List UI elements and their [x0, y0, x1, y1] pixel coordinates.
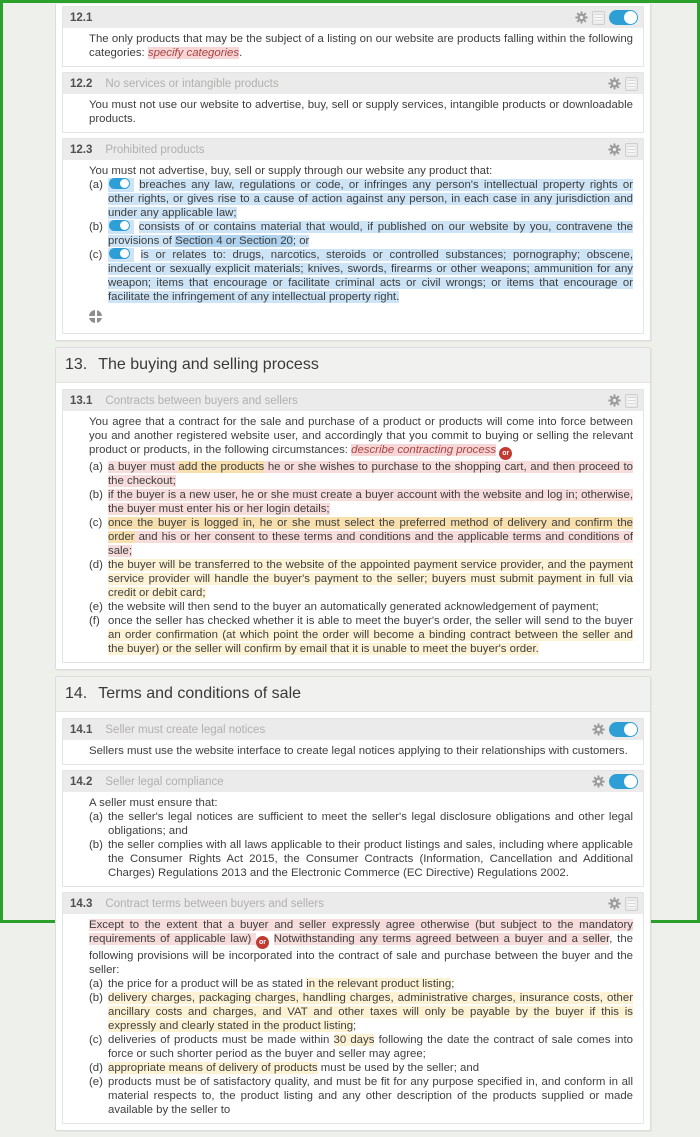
inline-toggle-on[interactable] — [109, 248, 130, 259]
move-handle-icon[interactable] — [89, 310, 102, 323]
clause-number: 12.3 — [70, 143, 93, 156]
clause-title: No services or intangible products — [105, 77, 279, 90]
editable-span[interactable]: an order confirmation (at which point the order will become a binding contract between the seller and the buyer) or the seller will confirm by email that it is unable to meet the buyer's order. — [108, 629, 633, 655]
list-item — [89, 220, 633, 248]
text-segment: deliveries of products must be made within — [108, 1034, 334, 1046]
clause-body — [63, 740, 643, 764]
clause-paragraph — [89, 796, 633, 810]
editable-span[interactable]: the buyer will be transferred to the website of the appointed payment service provider, and the payment service provider will handle the buyer's payment to the seller; buyers must submit payment in full via credit or debit card; — [108, 559, 633, 599]
clause-header[interactable] — [63, 139, 643, 160]
clause-14-1 — [62, 718, 644, 765]
list-item-marker: (f) — [89, 615, 100, 627]
text-segment: if the buyer is a new user, he or she must create a buyer account with the website and log in; otherwise, the buyer must enter his or her login details; — [108, 489, 633, 515]
editable-span[interactable]: will only be payable by the buyer if this is expressly and clearly stated — [108, 1006, 633, 1032]
clause-toggle-on[interactable] — [609, 774, 638, 789]
text-segment: ; or — [292, 235, 310, 247]
clause-header[interactable] — [63, 7, 643, 28]
editable-span[interactable]: add the products — [178, 461, 265, 473]
section-header — [56, 348, 650, 383]
list-item-marker: (a) — [89, 811, 103, 823]
editable-span[interactable]: 30 days — [333, 1034, 375, 1046]
section-header — [56, 677, 650, 712]
list-item-marker: (b) — [89, 221, 103, 233]
list-item-marker: (b) — [89, 992, 103, 1004]
gear-icon[interactable] — [608, 394, 621, 407]
text-segment: The only products that may be the subject of a listing on our website are products falling within the following categories: — [89, 33, 633, 59]
text-segment: You must not advertise, buy, sell or supply through our website any product that: — [89, 165, 493, 177]
list-item — [89, 977, 633, 991]
clause-13-1 — [62, 389, 644, 663]
clause-body — [63, 914, 643, 1123]
editable-span[interactable]: specify categories — [147, 47, 240, 59]
clause-paragraph — [89, 415, 633, 460]
text-segment: he or she wishes to purchase to the shopping cart, and then proceed to the checkout; — [108, 461, 633, 487]
inline-toggle-wrap — [108, 178, 134, 192]
notes-icon[interactable] — [592, 11, 605, 25]
text-segment: the seller complies with all laws applicable to their product listings and sales, including where applicable the Consumer Rights Act 2015, the Consumer Contracts (Information, Cancellation and Additional Charges) Regulations 2013 and the Electronic Commerce (EC Directive) Regulations 2002. — [108, 839, 633, 879]
inline-toggle-on[interactable] — [109, 178, 130, 189]
text-segment: Except to the extent that a buyer and seller expressly agree otherwise (but subject to the mandatory requirements of applicable law) — [89, 919, 633, 945]
text-segment: the website will then send to the buyer an automatically generated acknowledgement of payment; — [108, 601, 599, 613]
text-segment: must be used by the seller; and — [317, 1062, 480, 1074]
list-item — [89, 516, 633, 558]
text-segment: consists of or contains material that would, if published on our website by you, contravene the provisions of — [108, 221, 633, 247]
text-segment: A seller must ensure that: — [89, 797, 218, 809]
section-number: 14. — [65, 685, 88, 702]
list-item-marker: (a) — [89, 179, 103, 191]
clause-number: 14.2 — [70, 775, 93, 788]
clause-14-3 — [62, 892, 644, 1124]
clause-header[interactable] — [63, 73, 643, 94]
clause-title: Seller must create legal notices — [105, 723, 266, 736]
clause-title: Contracts between buyers and sellers — [105, 394, 298, 407]
clause-number: 13.1 — [70, 394, 93, 407]
clause-title: Seller legal compliance — [105, 775, 224, 788]
gear-icon[interactable] — [608, 77, 621, 90]
text-segment: and his or her consent to these terms and conditions and the applicable terms and conditions of sale; — [108, 531, 633, 557]
text-segment: products must be of satisfactory quality, and must be fit for any purpose specified in, and conform in all material respects to, the product listing and any other description of the products supplied or made available by the seller to — [108, 1076, 633, 1116]
list-item-marker: (d) — [89, 1062, 103, 1074]
clause-header[interactable] — [63, 719, 643, 740]
gear-icon[interactable] — [575, 11, 588, 24]
clause-header[interactable] — [63, 893, 643, 914]
list-item-marker: (e) — [89, 601, 103, 613]
text-segment: Notwithstanding any terms agreed between a buyer and a seller — [273, 933, 610, 945]
clause-header-icons — [608, 77, 638, 91]
clause-paragraph — [89, 164, 633, 178]
editable-span[interactable]: delivery charges, packaging charges, handling charges, administrative charges, insurance costs, other ancillary costs and charges, and VAT and other taxes — [108, 992, 633, 1018]
clause-header-icons — [608, 897, 638, 911]
text-segment: . — [239, 47, 243, 59]
editable-span[interactable]: appropriate means of delivery of products — [108, 1062, 318, 1074]
list-item — [89, 488, 633, 516]
clause-12-1 — [62, 6, 644, 67]
list-item — [89, 600, 633, 614]
clause-paragraph — [89, 98, 633, 126]
clause-paragraph — [89, 918, 633, 977]
or-alternative-badge[interactable]: or — [499, 447, 512, 460]
notes-icon[interactable] — [625, 897, 638, 911]
clause-title: Prohibited products — [105, 143, 205, 156]
list-item — [89, 1075, 633, 1117]
list-item-marker: (c) — [89, 1034, 103, 1046]
clause-header-icons — [608, 143, 638, 157]
text-segment: You must not use our website to advertise, buy, sell or supply services, intangible products or downloadable products. — [89, 99, 633, 125]
text-segment — [269, 933, 274, 945]
clause-title: Contract terms between buyers and sellers — [105, 897, 324, 910]
clause-12-3 — [62, 138, 644, 334]
section-number: 13. — [65, 356, 88, 373]
list-item — [89, 558, 633, 600]
list-item — [89, 248, 633, 304]
text-segment: the price for a product will be as stated — [108, 978, 307, 990]
clause-paragraph — [89, 32, 633, 60]
gear-icon[interactable] — [608, 143, 621, 156]
list-item — [89, 810, 633, 838]
list-item — [89, 1061, 633, 1075]
list-item — [89, 460, 633, 488]
section-title: The buying and selling process — [98, 356, 319, 373]
move-handle-row — [89, 304, 633, 327]
gear-icon[interactable] — [608, 897, 621, 910]
editable-span[interactable]: once the buyer is logged in, he or she must select the preferred method of delivery and confirm the order — [108, 517, 633, 543]
inline-toggle-wrap — [108, 220, 134, 234]
clause-toggle-on[interactable] — [609, 722, 638, 737]
clause-header[interactable] — [63, 390, 643, 411]
text-segment: Sellers must use the website interface to create legal notices applying to their relationships with customers. — [89, 745, 628, 757]
clause-header-icons — [575, 10, 638, 25]
text-segment: a buyer must — [108, 461, 179, 473]
gear-icon[interactable] — [592, 723, 605, 736]
editable-span[interactable]: in the product listing — [251, 1020, 354, 1032]
clause-12-2 — [62, 72, 644, 133]
or-alternative-badge[interactable]: or — [256, 936, 269, 949]
list-item — [89, 1033, 633, 1061]
section-13 — [55, 347, 651, 670]
clause-header-icons — [592, 722, 638, 737]
inline-toggle-on[interactable] — [109, 220, 130, 231]
text-segment: breaches any law, regulations or code, or infringes any person's intellectual property rights or other rights, or gives rise to a cause of action against any person, in each case in any jurisdiction and under any applicable law; — [108, 179, 633, 219]
list-item-marker: (c) — [89, 517, 103, 529]
text-segment: You agree that a contract for the sale and purchase of a product or products will come into force between you and another registered website user, and accordingly that you commit to buying or selling the relevant product or products, in the following circumstances: — [89, 416, 633, 456]
clause-toggle-on[interactable] — [609, 10, 638, 25]
editable-span[interactable]: in the relevant product listing — [306, 978, 452, 990]
clause-body — [63, 94, 643, 132]
list-item — [89, 991, 633, 1033]
clause-header[interactable] — [63, 771, 643, 792]
clause-body — [63, 28, 643, 66]
document-clause-list — [55, 4, 651, 1137]
text-segment: once the seller has checked whether it is able to meet the buyer's order, the seller will send to the buyer — [108, 615, 633, 627]
text-segment: , the following provisions will be incorporated into the contract of sale and purchase between the buyer and the seller: — [89, 933, 633, 976]
section-title: Terms and conditions of sale — [98, 685, 302, 702]
text-segment: following the date the contract of sale comes into force or such shorter period as the buyer and seller may agree; — [108, 1034, 633, 1060]
text-segment: the seller's legal notices are sufficient to meet the seller's legal disclosure obligations and other legal obligations; and — [108, 811, 633, 837]
list-item-marker: (b) — [89, 489, 103, 501]
gear-icon[interactable] — [592, 775, 605, 788]
text-segment: ; — [451, 978, 455, 990]
notes-icon[interactable] — [625, 143, 638, 157]
text-segment: Section 4 or Section 20 — [175, 235, 293, 247]
clause-body — [63, 792, 643, 886]
clause-header-icons — [608, 394, 638, 408]
list-item-marker: (a) — [89, 978, 103, 990]
list-item-marker: (c) — [89, 249, 103, 261]
list-item-marker: (e) — [89, 1076, 103, 1088]
clause-number: 14.1 — [70, 723, 93, 736]
list-item-marker: (a) — [89, 461, 103, 473]
clause-body — [63, 160, 643, 333]
notes-icon[interactable] — [625, 394, 638, 408]
section-14 — [55, 676, 651, 1131]
list-item — [89, 178, 633, 220]
clause-14-2 — [62, 770, 644, 887]
inline-toggle-wrap — [108, 248, 134, 262]
list-item — [89, 838, 633, 880]
list-item-marker: (b) — [89, 839, 103, 851]
list-item-marker: (d) — [89, 559, 103, 571]
section-partial — [55, 4, 651, 341]
clause-number: 14.3 — [70, 897, 93, 910]
clause-number: 12.2 — [70, 77, 93, 90]
clause-header-icons — [592, 774, 638, 789]
clause-number: 12.1 — [70, 11, 93, 24]
list-item — [89, 614, 633, 656]
clause-body — [63, 411, 643, 662]
text-segment: is or relates to: drugs, narcotics, steroids or controlled substances; pornography; obscene, indecent or sexually explicit materials; knives, swords, firearms or other weapons; ammunition for any weapon; items that encourage or facilitate criminal acts or civil wrongs; or items that encourage or facilitate the infringement of any intellectual property right. — [108, 249, 633, 303]
notes-icon[interactable] — [625, 77, 638, 91]
editable-span[interactable]: describe contracting process — [351, 444, 497, 456]
clause-paragraph — [89, 744, 633, 758]
text-segment: ; — [353, 1020, 357, 1032]
